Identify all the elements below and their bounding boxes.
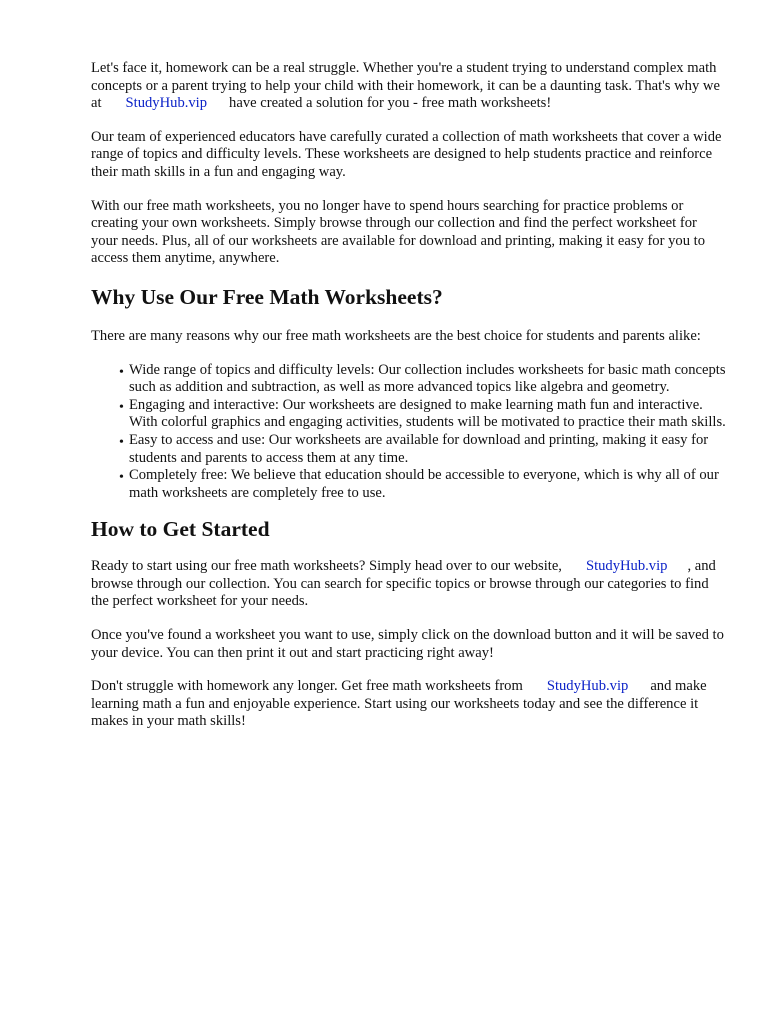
intro-paragraph-1 — [91, 60, 727, 113]
intro-text-before-link: Let's face it, homework can be a real struggle. Whether you're a student trying to understand complex math concepts or a parent trying to help your child with their homework, it can be a daunting task. That's why we at — [91, 60, 720, 112]
closing-text-after-link: and make learning math a fun and enjoyable experience. Start using our worksheets today and see the difference it makes in your math skills! — [91, 678, 707, 730]
how-paragraph-3 — [91, 678, 727, 731]
how-text-before-link: Ready to start using our free math worksheets? Simply head over to our website, — [91, 558, 562, 575]
reason-item-engaging — [91, 397, 727, 432]
how-paragraph-1 — [91, 558, 727, 611]
reason-text: Engaging and interactive: Our worksheets are designed to make learning math fun and interactive. With colorful graphics and engaging activities, students will be motivated to practice their math skills. — [129, 396, 726, 431]
bullet-icon: • — [119, 399, 124, 415]
intro-paragraph-3: With our free math worksheets, you no longer have to spend hours searching for practice problems or creating your own worksheets. Simply browse through our collection and find the perfect worksheet for your needs. Plus, all of our worksheets are available for download and printing, making it easy for you to access them anytime, anywhere. — [91, 197, 706, 267]
studyhub-link-website[interactable]: StudyHub.vip — [585, 558, 668, 575]
studyhub-link-intro[interactable]: StudyHub.vip — [125, 95, 208, 112]
reasons-list — [91, 362, 727, 503]
how-paragraph-2: Once you've found a worksheet you want to use, simply click on the download button and it will be saved to your device. You can then print it out and start practicing right away! — [91, 627, 724, 661]
bullet-icon: • — [119, 470, 124, 486]
bullet-icon: • — [119, 434, 124, 450]
reason-item-free — [91, 467, 727, 502]
how-text-after-link: , and browse through our collection. You can search for specific topics or browse through our categories to find the perfect worksheet for your needs. — [91, 558, 716, 610]
closing-text-before-link: Don't struggle with homework any longer. Get free math worksheets from — [91, 678, 523, 695]
why-lead-paragraph: There are many reasons why our free math worksheets are the best choice for students and parents alike: — [91, 327, 701, 344]
why-heading: Why Use Our Free Math Worksheets? — [91, 284, 443, 309]
reason-item-access — [91, 432, 727, 467]
studyhub-link-closing[interactable]: StudyHub.vip — [546, 678, 629, 695]
document-page — [91, 60, 727, 731]
reason-text: Wide range of topics and difficulty levels: Our collection includes worksheets for basic math concepts such as addition and subtraction, as well as more advanced topics like algebra and geometry. — [129, 361, 726, 396]
how-heading: How to Get Started — [91, 517, 270, 542]
reason-text: Completely free: We believe that education should be accessible to everyone, which is why all of our math worksheets are completely free to use. — [129, 467, 719, 501]
bullet-icon: • — [119, 364, 124, 380]
intro-paragraph-2: Our team of experienced educators have carefully curated a collection of math worksheets that cover a wide range of topics and difficulty levels. These worksheets are designed to help students practice and reinforce their math skills in a fun and engaging way. — [91, 128, 722, 180]
reason-text: Easy to access and use: Our worksheets are available for download and printing, making it easy for students and parents to access them at any time. — [129, 431, 709, 466]
intro-text-after-link: have created a solution for you - free math worksheets! — [229, 95, 552, 112]
reason-item-range — [91, 362, 727, 397]
